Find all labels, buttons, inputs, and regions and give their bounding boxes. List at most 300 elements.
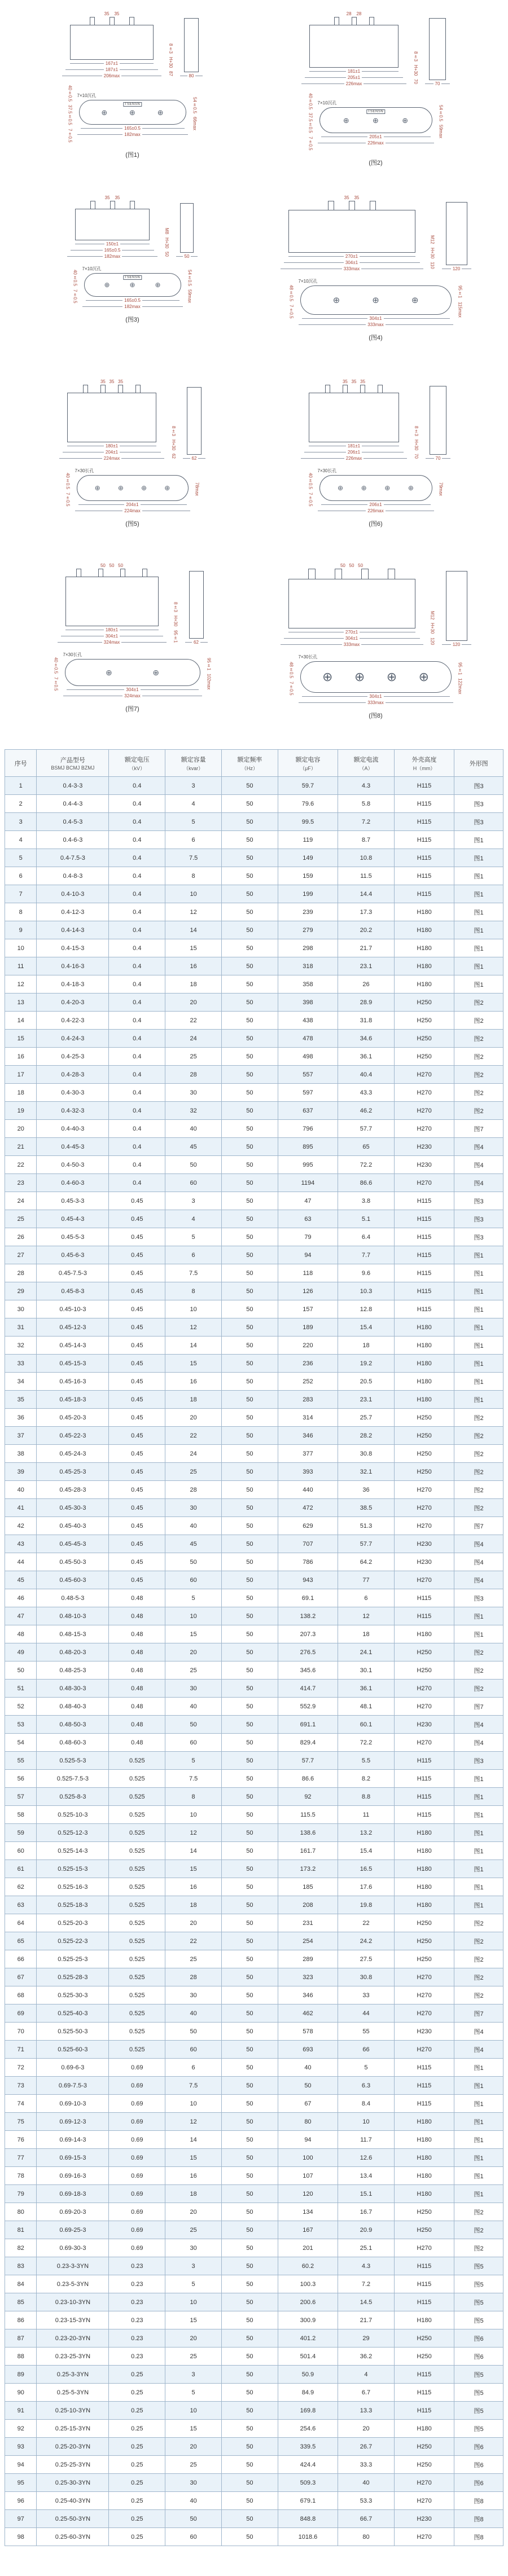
table-row bbox=[5, 1770, 503, 1788]
cell-voltage: 0.4 bbox=[109, 921, 165, 939]
col-header-current bbox=[338, 750, 395, 777]
cell-capacity: 32 bbox=[165, 1102, 222, 1120]
cell-voltage: 0.4 bbox=[109, 1174, 165, 1192]
cell-capacity: 25 bbox=[165, 2348, 222, 2366]
cell-height: H115 bbox=[394, 2059, 454, 2077]
cell-capacity: 40 bbox=[165, 1698, 222, 1716]
base-width-dim: 206max bbox=[62, 73, 161, 78]
cell-outline: 图1 bbox=[454, 1824, 503, 1842]
flange-plate bbox=[84, 273, 181, 297]
cell-height: H230 bbox=[394, 1716, 454, 1734]
table-row bbox=[5, 1950, 503, 1968]
table-row bbox=[5, 1716, 503, 1734]
cell-capacitance: 377 bbox=[278, 1445, 338, 1463]
height-dim: 120 bbox=[430, 637, 435, 645]
cell-model: 0.45-22-3 bbox=[37, 1427, 109, 1445]
cell-capacitance: 118 bbox=[278, 1264, 338, 1282]
cell-outline: 图1 bbox=[454, 903, 503, 921]
cell-voltage: 0.525 bbox=[109, 1842, 165, 1860]
cell-current: 4 bbox=[338, 2366, 395, 2384]
cell-frequency: 50 bbox=[222, 867, 278, 885]
cell-capacitance: 50 bbox=[278, 2077, 338, 2095]
cell-capacitance: 79 bbox=[278, 1228, 338, 1246]
cell-outline: 图1 bbox=[454, 849, 503, 867]
cell-current: 55 bbox=[338, 2023, 395, 2041]
cell-model: 0.25-40-3YN bbox=[37, 2492, 109, 2510]
cell-frequency: 50 bbox=[222, 1661, 278, 1680]
height-dims bbox=[430, 235, 435, 271]
cell-capacity: 20 bbox=[165, 1914, 222, 1932]
table-row bbox=[5, 1228, 503, 1246]
flange-right-dims bbox=[439, 105, 444, 140]
cell-index: 77 bbox=[5, 2149, 37, 2167]
terminal-stud-icon bbox=[130, 201, 135, 209]
cell-capacity: 15 bbox=[165, 2311, 222, 2329]
cell-current: 38.5 bbox=[338, 1499, 395, 1517]
cell-height: H270 bbox=[394, 1698, 454, 1716]
cell-current: 13.3 bbox=[338, 2402, 395, 2420]
cell-frequency: 50 bbox=[222, 1950, 278, 1968]
cell-height: H180 bbox=[394, 2149, 454, 2167]
table-row bbox=[5, 2221, 503, 2239]
cell-outline: 图1 bbox=[454, 1842, 503, 1860]
terminal-spacing-dim: 28 28 bbox=[346, 11, 362, 16]
cell-voltage: 0.525 bbox=[109, 1788, 165, 1806]
table-row bbox=[5, 2456, 503, 2474]
cell-frequency: 50 bbox=[222, 2402, 278, 2420]
cell-frequency: 50 bbox=[222, 1445, 278, 1463]
terminal-spacing-dim: 50 50 50 bbox=[340, 563, 364, 568]
cell-capacity: 15 bbox=[165, 939, 222, 957]
cell-height: H115 bbox=[394, 867, 454, 885]
cell-frequency: 50 bbox=[222, 2420, 278, 2438]
cell-model: 0.69-7.5-3 bbox=[37, 2077, 109, 2095]
cell-frequency: 50 bbox=[222, 2149, 278, 2167]
cell-index: 62 bbox=[5, 1878, 37, 1896]
cell-outline: 图8 bbox=[454, 2528, 503, 2546]
cell-current: 15.4 bbox=[338, 1842, 395, 1860]
cell-frequency: 50 bbox=[222, 903, 278, 921]
cell-index: 67 bbox=[5, 1968, 37, 1986]
cell-model: 0.4-18-3 bbox=[37, 975, 109, 994]
cell-current: 12.6 bbox=[338, 2149, 395, 2167]
terminal-stud-icon bbox=[361, 569, 369, 579]
front-width-dim: 270±1 bbox=[288, 254, 415, 259]
cell-capacitance: 1018.6 bbox=[278, 2528, 338, 2546]
height-dim: H+30 bbox=[164, 237, 169, 249]
base-width-dim: 187±1 bbox=[65, 67, 158, 72]
cell-height: H115 bbox=[394, 1282, 454, 1300]
cell-model: 0.4-10-3 bbox=[37, 885, 109, 903]
cell-height: H270 bbox=[394, 2239, 454, 2257]
front-and-side-views bbox=[62, 11, 203, 78]
cell-height: H180 bbox=[394, 1625, 454, 1643]
cell-index: 75 bbox=[5, 2113, 37, 2131]
cell-current: 15.1 bbox=[338, 2185, 395, 2203]
header-line1: 产品型号 bbox=[60, 757, 85, 764]
cell-capacity: 24 bbox=[165, 1030, 222, 1048]
cell-capacity: 25 bbox=[165, 2456, 222, 2474]
cell-index: 51 bbox=[5, 1680, 37, 1698]
base-width-dim: 333max bbox=[281, 642, 423, 647]
cell-capacity: 25 bbox=[165, 1048, 222, 1066]
cell-index: 36 bbox=[5, 1409, 37, 1427]
cell-model: 0.48-50-3 bbox=[37, 1716, 109, 1734]
cell-index: 19 bbox=[5, 1102, 37, 1120]
cell-capacitance: 239 bbox=[278, 903, 338, 921]
base-width-dim: 304±1 bbox=[284, 636, 420, 641]
terminal-icon: ⊕ bbox=[155, 281, 161, 289]
cell-frequency: 50 bbox=[222, 2131, 278, 2149]
capacitor-body-side bbox=[184, 18, 199, 72]
cell-height: H270 bbox=[394, 1084, 454, 1102]
cell-outline: 图3 bbox=[454, 1210, 503, 1228]
cell-outline: 图1 bbox=[454, 1878, 503, 1896]
table-row bbox=[5, 1246, 503, 1264]
cell-index: 30 bbox=[5, 1300, 37, 1318]
cell-capacity: 30 bbox=[165, 1680, 222, 1698]
cell-capacity: 15 bbox=[165, 1860, 222, 1878]
terminal-icon: ⊕ bbox=[117, 484, 124, 492]
cell-index: 14 bbox=[5, 1012, 37, 1030]
cell-current: 20.9 bbox=[338, 2221, 395, 2239]
cell-frequency: 50 bbox=[222, 777, 278, 795]
cell-voltage: 0.4 bbox=[109, 849, 165, 867]
cell-capacity: 28 bbox=[165, 1066, 222, 1084]
cell-voltage: 0.45 bbox=[109, 1427, 165, 1445]
figure-caption: (图6) bbox=[369, 521, 383, 527]
cell-voltage: 0.4 bbox=[109, 957, 165, 975]
cell-voltage: 0.25 bbox=[109, 2420, 165, 2438]
cell-index: 58 bbox=[5, 1806, 37, 1824]
cell-model: 0.25-60-3YN bbox=[37, 2528, 109, 2546]
cell-height: H180 bbox=[394, 1860, 454, 1878]
cell-voltage: 0.48 bbox=[109, 1698, 165, 1716]
mounting-hole-note: 7×30长孔 bbox=[298, 654, 318, 660]
cell-model: 0.48-25-3 bbox=[37, 1661, 109, 1680]
cell-height: H115 bbox=[394, 2077, 454, 2095]
base-width-dim: 206±1 bbox=[304, 450, 404, 455]
front-view bbox=[59, 379, 164, 461]
height-dim: H+30 bbox=[430, 247, 435, 259]
cell-voltage: 0.525 bbox=[109, 1824, 165, 1842]
flange-left-dim: 48±0.5 bbox=[288, 661, 294, 678]
mounting-hole-note: 7×30长孔 bbox=[63, 652, 82, 657]
terminal-stud-icon bbox=[98, 569, 103, 577]
flange-width-dim: 304±1 bbox=[302, 316, 450, 321]
cell-outline: 图1 bbox=[454, 2113, 503, 2131]
terminal-icon: ⊕ bbox=[384, 484, 391, 492]
cell-outline: 图5 bbox=[454, 2420, 503, 2438]
cell-outline: 图6 bbox=[454, 2474, 503, 2492]
flange-and-dims bbox=[299, 654, 453, 705]
cell-height: H115 bbox=[394, 885, 454, 903]
cell-frequency: 50 bbox=[222, 1012, 278, 1030]
cell-frequency: 50 bbox=[222, 2492, 278, 2510]
cell-capacitance: 47 bbox=[278, 1192, 338, 1210]
cell-model: 0.69-30-3 bbox=[37, 2239, 109, 2257]
cell-voltage: 0.45 bbox=[109, 1300, 165, 1318]
brand-logo: TSENSN bbox=[123, 275, 142, 280]
side-width-dim: 70 bbox=[426, 456, 450, 461]
flange-right-dim: 95±1 bbox=[457, 662, 463, 675]
cell-index: 39 bbox=[5, 1463, 37, 1481]
cell-voltage: 0.4 bbox=[109, 1084, 165, 1102]
figure-caption: (图1) bbox=[125, 152, 139, 159]
cell-capacitance: 100 bbox=[278, 2149, 338, 2167]
front-view bbox=[301, 379, 407, 461]
cell-height: H115 bbox=[394, 849, 454, 867]
cell-current: 30.8 bbox=[338, 1445, 395, 1463]
terminal-stud-icon bbox=[343, 385, 348, 393]
height-dims bbox=[413, 51, 418, 86]
cell-capacitance: 440 bbox=[278, 1481, 338, 1499]
cell-frequency: 50 bbox=[222, 2077, 278, 2095]
cell-current: 23.1 bbox=[338, 957, 395, 975]
cell-outline: 图6 bbox=[454, 2456, 503, 2474]
flange-left-dims bbox=[289, 285, 294, 321]
figure-1 bbox=[16, 9, 249, 188]
cell-capacitance: 943 bbox=[278, 1571, 338, 1589]
cell-height: H250 bbox=[394, 2456, 454, 2474]
cell-index: 27 bbox=[5, 1246, 37, 1264]
table-row bbox=[5, 1986, 503, 2004]
cell-model: 0.45-14-3 bbox=[37, 1337, 109, 1355]
cell-capacitance: 679.1 bbox=[278, 2492, 338, 2510]
cell-current: 48.1 bbox=[338, 1698, 395, 1716]
cell-outline: 图1 bbox=[454, 1806, 503, 1824]
flange-width-dim: 226max bbox=[318, 140, 434, 146]
cell-voltage: 0.525 bbox=[109, 2023, 165, 2041]
table-row bbox=[5, 2077, 503, 2095]
flange-left-dim: 40±0.5 bbox=[72, 269, 78, 286]
cell-index: 79 bbox=[5, 2185, 37, 2203]
flange-right-dim: 79max bbox=[438, 482, 444, 496]
cell-capacity: 6 bbox=[165, 1246, 222, 1264]
cell-current: 53.3 bbox=[338, 2492, 395, 2510]
cell-current: 10.3 bbox=[338, 1282, 395, 1300]
cell-frequency: 50 bbox=[222, 1824, 278, 1842]
cell-voltage: 0.4 bbox=[109, 1012, 165, 1030]
header-line2: （μF） bbox=[300, 765, 316, 771]
cell-current: 36.1 bbox=[338, 1680, 395, 1698]
cell-voltage: 0.69 bbox=[109, 2221, 165, 2239]
cell-capacity: 14 bbox=[165, 2131, 222, 2149]
cell-model: 0.4-14-3 bbox=[37, 921, 109, 939]
cell-current: 6.4 bbox=[338, 1228, 395, 1246]
side-width-dim: 62 bbox=[185, 640, 208, 645]
cell-voltage: 0.48 bbox=[109, 1625, 165, 1643]
cell-height: H250 bbox=[394, 1445, 454, 1463]
cell-height: H270 bbox=[394, 1066, 454, 1084]
cell-voltage: 0.45 bbox=[109, 1318, 165, 1337]
side-view bbox=[176, 203, 198, 259]
terminal-stud-icon bbox=[325, 385, 330, 393]
terminal-studs bbox=[328, 201, 376, 210]
cell-voltage: 0.45 bbox=[109, 1445, 165, 1463]
cell-capacitance: 161.7 bbox=[278, 1842, 338, 1860]
cell-height: H270 bbox=[394, 1571, 454, 1589]
terminal-stud-icon bbox=[118, 385, 123, 393]
cell-frequency: 50 bbox=[222, 1643, 278, 1661]
cell-frequency: 50 bbox=[222, 1282, 278, 1300]
cell-voltage: 0.4 bbox=[109, 1030, 165, 1048]
cell-outline: 图2 bbox=[454, 1914, 503, 1932]
front-and-side-views bbox=[301, 11, 450, 86]
cell-height: H270 bbox=[394, 1986, 454, 2004]
cell-capacity: 5 bbox=[165, 1228, 222, 1246]
cell-height: H115 bbox=[394, 1228, 454, 1246]
height-dim: H+30 bbox=[430, 623, 435, 634]
cell-voltage: 0.4 bbox=[109, 1156, 165, 1174]
cell-height: H270 bbox=[394, 1968, 454, 1986]
cell-voltage: 0.4 bbox=[109, 831, 165, 849]
capacitor-body-side bbox=[429, 18, 446, 80]
cell-frequency: 50 bbox=[222, 1228, 278, 1246]
cell-model: 0.45-18-3 bbox=[37, 1391, 109, 1409]
flange-right-dim: 95±1 bbox=[206, 658, 212, 671]
cell-voltage: 0.69 bbox=[109, 2185, 165, 2203]
cell-frequency: 50 bbox=[222, 885, 278, 903]
cell-outline: 图2 bbox=[454, 1445, 503, 1463]
cell-index: 17 bbox=[5, 1066, 37, 1084]
cell-frequency: 50 bbox=[222, 1589, 278, 1607]
cell-outline: 图2 bbox=[454, 1409, 503, 1427]
cell-height: H115 bbox=[394, 795, 454, 813]
cell-height: H115 bbox=[394, 2275, 454, 2293]
terminal-icon: ⊕ bbox=[372, 295, 379, 305]
flange-left-dim: 7±0.5 bbox=[288, 681, 294, 696]
cell-capacitance: 138.2 bbox=[278, 1607, 338, 1625]
cell-current: 5.8 bbox=[338, 795, 395, 813]
table-row bbox=[5, 1896, 503, 1914]
front-view bbox=[67, 195, 157, 259]
cell-model: 0.25-5-3YN bbox=[37, 2384, 109, 2402]
table-row bbox=[5, 2528, 503, 2546]
cell-frequency: 50 bbox=[222, 1318, 278, 1337]
flange-left-dim: 7±0.5 bbox=[308, 492, 313, 507]
cell-frequency: 50 bbox=[222, 1553, 278, 1571]
table-row bbox=[5, 1698, 503, 1716]
cell-capacitance: 200.6 bbox=[278, 2293, 338, 2311]
cell-index: 40 bbox=[5, 1481, 37, 1499]
cell-capacitance: 414.7 bbox=[278, 1680, 338, 1698]
cell-model: 0.45-16-3 bbox=[37, 1373, 109, 1391]
cell-capacity: 10 bbox=[165, 1300, 222, 1318]
cell-capacitance: 345.6 bbox=[278, 1661, 338, 1680]
cell-height: H115 bbox=[394, 1300, 454, 1318]
table-row bbox=[5, 777, 503, 795]
cell-model: 0.25-25-3YN bbox=[37, 2456, 109, 2474]
mounting-flange-view bbox=[289, 654, 463, 705]
cell-capacity: 10 bbox=[165, 2293, 222, 2311]
cell-outline: 图1 bbox=[454, 1246, 503, 1264]
cell-frequency: 50 bbox=[222, 1698, 278, 1716]
terminal-icon: ⊕ bbox=[343, 116, 349, 125]
front-view bbox=[281, 563, 423, 647]
figure-caption: (图8) bbox=[369, 713, 383, 719]
cell-capacity: 40 bbox=[165, 2004, 222, 2023]
cell-outline: 图2 bbox=[454, 1481, 503, 1499]
cell-current: 80 bbox=[338, 2528, 395, 2546]
side-view bbox=[183, 387, 205, 461]
cell-outline: 图1 bbox=[454, 2149, 503, 2167]
cell-current: 25.7 bbox=[338, 1409, 395, 1427]
cell-index: 38 bbox=[5, 1445, 37, 1463]
cell-index: 84 bbox=[5, 2275, 37, 2293]
cell-index: 85 bbox=[5, 2293, 37, 2311]
cell-capacity: 60 bbox=[165, 1571, 222, 1589]
height-dim: M12 bbox=[430, 610, 435, 620]
cell-frequency: 50 bbox=[222, 2438, 278, 2456]
cell-outline: 图1 bbox=[454, 831, 503, 849]
cell-current: 26 bbox=[338, 975, 395, 994]
terminal-icon: ⊕ bbox=[322, 670, 333, 684]
cell-voltage: 0.25 bbox=[109, 2438, 165, 2456]
flange-and-dims bbox=[318, 468, 434, 513]
terminal-studs bbox=[308, 569, 395, 579]
cell-capacity: 50 bbox=[165, 1716, 222, 1734]
cell-capacitance: 358 bbox=[278, 975, 338, 994]
flange-right-dim: 122max bbox=[457, 678, 463, 694]
cell-model: 0.45-45-3 bbox=[37, 1535, 109, 1553]
cell-frequency: 50 bbox=[222, 1968, 278, 1986]
terminal-icon: ⊕ bbox=[338, 484, 344, 492]
front-width-dim: 180±1 bbox=[65, 627, 159, 632]
cell-capacitance: 707 bbox=[278, 1535, 338, 1553]
cell-index: 96 bbox=[5, 2492, 37, 2510]
cell-voltage: 0.45 bbox=[109, 1499, 165, 1517]
height-dim: H+30 bbox=[171, 439, 176, 451]
header-line1: 额定电容 bbox=[295, 756, 321, 763]
cell-frequency: 50 bbox=[222, 957, 278, 975]
header-row bbox=[5, 750, 503, 777]
cell-height: H115 bbox=[394, 1192, 454, 1210]
cell-height: H270 bbox=[394, 2528, 454, 2546]
cell-current: 77 bbox=[338, 1571, 395, 1589]
cell-outline: 图5 bbox=[454, 2311, 503, 2329]
cell-capacity: 60 bbox=[165, 1734, 222, 1752]
header-line1: 外壳高度 bbox=[411, 756, 437, 763]
mounting-hole-note: 7×10沉孔 bbox=[298, 279, 318, 284]
capacitor-body-front bbox=[309, 393, 399, 442]
cell-index: 28 bbox=[5, 1264, 37, 1282]
cell-capacity: 22 bbox=[165, 1427, 222, 1445]
terminal-icon: ⊕ bbox=[106, 668, 112, 677]
cell-index: 10 bbox=[5, 939, 37, 957]
flange-right-dim: 66max bbox=[192, 117, 198, 131]
cell-height: H180 bbox=[394, 921, 454, 939]
height-dim: 70 bbox=[413, 79, 418, 84]
flange-right-dim: 59max bbox=[187, 289, 192, 304]
table-row bbox=[5, 2167, 503, 2185]
cell-height: H180 bbox=[394, 2131, 454, 2149]
cell-index: 80 bbox=[5, 2203, 37, 2221]
cell-capacitance: 346 bbox=[278, 1986, 338, 2004]
terminal-icon: ⊕ bbox=[386, 670, 397, 684]
cell-model: 0.4-7.5-3 bbox=[37, 849, 109, 867]
capacitor-body-side bbox=[446, 202, 467, 265]
flange-left-dim: 7±0.5 bbox=[72, 289, 78, 304]
cell-frequency: 50 bbox=[222, 1102, 278, 1120]
cell-outline: 图1 bbox=[454, 1607, 503, 1625]
terminal-icon: ⊕ bbox=[101, 108, 108, 117]
cell-outline: 图2 bbox=[454, 1102, 503, 1120]
cell-model: 0.45-40-3 bbox=[37, 1517, 109, 1535]
cell-capacitance: 298 bbox=[278, 939, 338, 957]
table-row bbox=[5, 1968, 503, 1986]
side-width-dim: 120 bbox=[442, 266, 471, 271]
